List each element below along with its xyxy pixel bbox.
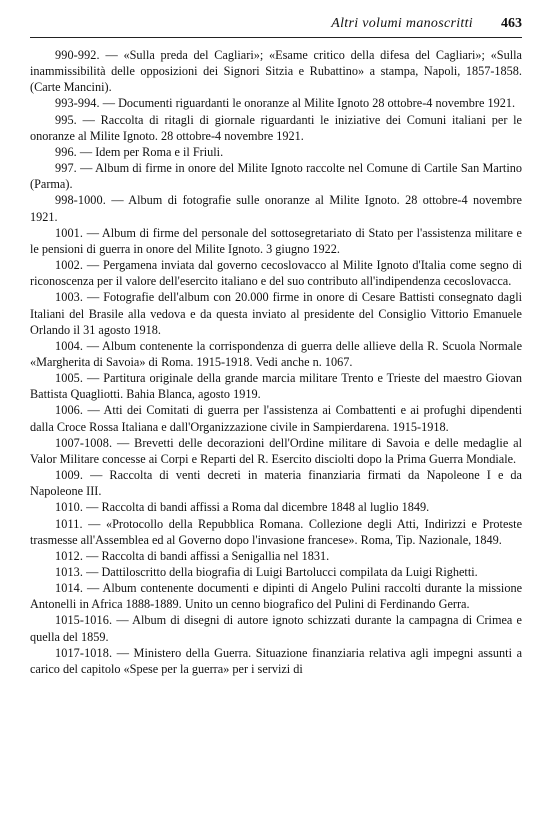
- entry-text: — Raccolta di bandi affissi a Senigallia nel 1831.: [86, 548, 330, 563]
- entry-number: 1001.: [55, 225, 84, 240]
- entry-text: — Album di firme del personale del sottosegretariato di Stato per l'assistenza militare e le pensioni di guerra in onore del Milite Ignoto. 3 giugno 1922.: [30, 225, 522, 256]
- entry-text: — Partitura originale della grande marcia militare Trento e Trieste del maestro Giovan Battista Quagliotti. Bahia Blanca, agosto 1919.: [30, 371, 522, 402]
- entry-text: — Raccolta di venti decreti in materia finanziaria firmati da Napoleone I e da Napoleone III.: [30, 468, 522, 499]
- entry-text: — Documenti riguardanti le onoranze al Milite Ignoto 28 ottobre-4 novembre 1921.: [102, 96, 516, 111]
- entry-number: 1010.: [55, 500, 84, 515]
- page-number: 463: [501, 16, 522, 31]
- catalog-entry: [30, 289, 522, 337]
- entry-number: 993-994.: [55, 96, 100, 111]
- entry-number: 1015-1016.: [55, 613, 113, 628]
- catalog-entry: [30, 144, 522, 160]
- entry-text: — Album di fotografie sulle onoranze al Milite Ignoto. 28 ottobre-4 novembre 1921.: [30, 193, 522, 224]
- catalog-entry: [30, 225, 522, 257]
- entry-text: — Raccolta di bandi affissi a Roma dal dicembre 1848 al luglio 1849.: [86, 500, 430, 515]
- catalog-entry: [30, 499, 522, 515]
- catalog-entry: [30, 435, 522, 467]
- entry-text: — Pergamena inviata dal governo cecoslovacco al Milite Ignoto d'Italia come segno di riconoscenza per il valore dell'esercito italiano e del suo contributo all'indipendenza cecoslovacca.: [30, 258, 522, 289]
- entry-number: 1011.: [55, 516, 83, 531]
- page-header: [30, 14, 522, 38]
- entry-text: — Album contenente la corrispondenza di guerra delle allieve della R. Scuola Normale «Margherita di Savoia» di Roma. 1915-1918. Vedi anche n. 1067.: [30, 338, 523, 369]
- catalog-entry: [30, 402, 522, 434]
- entry-text: — Raccolta di ritagli di giornale riguardanti le iniziative dei Comuni italiani per le onoranze al Milite Ignoto. 28 ottobre-4 novembre 1921.: [30, 112, 522, 143]
- catalog-entry: [30, 516, 522, 548]
- entry-text: — Album di disegni di autore ignoto schizzati durante la campagna di Crimea e quella del 1859.: [30, 613, 522, 644]
- catalog-entry: [30, 192, 522, 224]
- catalog-entry: [30, 95, 522, 111]
- catalog-entry: [30, 645, 522, 677]
- running-title: Altri volumi manoscritti: [331, 16, 473, 31]
- catalog-entry: [30, 548, 522, 564]
- entry-text: — Ministero della Guerra. Situazione finanziaria relativa agli impegni assunti a carico del capitolo «Spese per la guerra» per i servizi di: [30, 645, 523, 676]
- entry-text: — Dattiloscritto della biografia di Luigi Bartolucci compilata da Luigi Righetti.: [86, 565, 478, 579]
- entry-text: — Brevetti delle decorazioni dell'Ordine militare di Savoia e delle medaglie al Valor Militare concesse ai Corpi e Reparti del R. Esercito disciolti dopo la Prima Guerra Mondiale.: [30, 435, 522, 466]
- entry-number: 1004.: [55, 338, 84, 353]
- entry-number: 1002.: [55, 258, 84, 273]
- entry-number: 1017-1018.: [55, 645, 113, 660]
- catalog-entry: [30, 612, 522, 644]
- catalog-entry: [30, 338, 522, 370]
- entry-text: — «Protocollo della Repubblica Romana. Collezione degli Atti, Indirizzi e Proteste trasmesse all'Assemblea ed al Governo dopo l'invasione francese». Roma, Tip. Nazionale, 1849.: [30, 516, 523, 547]
- entry-number: 1009.: [55, 468, 84, 483]
- entry-number: 998-1000.: [55, 193, 106, 208]
- catalog-entry: [30, 580, 522, 612]
- catalog-entry: [30, 112, 522, 144]
- entry-number: 1005.: [55, 371, 84, 386]
- catalog-entry: [30, 564, 522, 580]
- catalog-entry: [30, 160, 522, 192]
- entry-number: 1003.: [55, 290, 84, 305]
- entry-number: 1012.: [55, 548, 84, 563]
- entry-number: 1013.: [55, 565, 84, 579]
- entry-number: 995.: [55, 112, 77, 127]
- catalog-entry: [30, 467, 522, 499]
- entry-number: 996.: [55, 144, 77, 159]
- entry-number: 1006.: [55, 403, 84, 418]
- entry-text: — Album di firme in onore del Milite Ignoto raccolte nel Comune di Cartile San Martino (Parma).: [30, 161, 522, 192]
- entry-number: 990-992.: [55, 48, 100, 62]
- entry-text: — Fotografie dell'album con 20.000 firme in onore di Cesare Battisti consegnato dagli Italiani del Brasile alla vedova e da questa inviato al presidente del Consiglio Vittorio Emanuele Orlando il 31 agosto 1918.: [30, 290, 522, 337]
- entry-list: [30, 47, 522, 677]
- entry-text: — Idem per Roma e il Friuli.: [79, 144, 224, 159]
- catalog-entry: [30, 257, 522, 289]
- entry-number: 997.: [55, 161, 77, 176]
- entry-text: — Atti dei Comitati di guerra per l'assistenza ai Combattenti e ai profughi dipendenti dalla Croce Rossa Italiana e dall'Organizzazione civile in Sampierdarena. 1915-1918.: [30, 403, 522, 434]
- entry-number: 1007-1008.: [55, 435, 113, 450]
- entry-number: 1014.: [55, 581, 84, 596]
- entry-text: — «Sulla preda del Cagliari»; «Esame critico della difesa del Cagliari»; «Sulla inammissibilità delle opposizioni dei Signori Sitzia e Rubattino» a stampa, Napoli, 1857-1858. (Carte Mancini).: [30, 48, 522, 95]
- entry-text: — Album contenente documenti e dipinti di Angelo Pulini raccolti durante la missione Antonelli in Africa 1888-1889. Unito un cenno biografico del Pulini di Ferdinando Gerra.: [30, 581, 523, 612]
- catalog-entry: [30, 370, 522, 402]
- catalog-entry: [30, 47, 522, 95]
